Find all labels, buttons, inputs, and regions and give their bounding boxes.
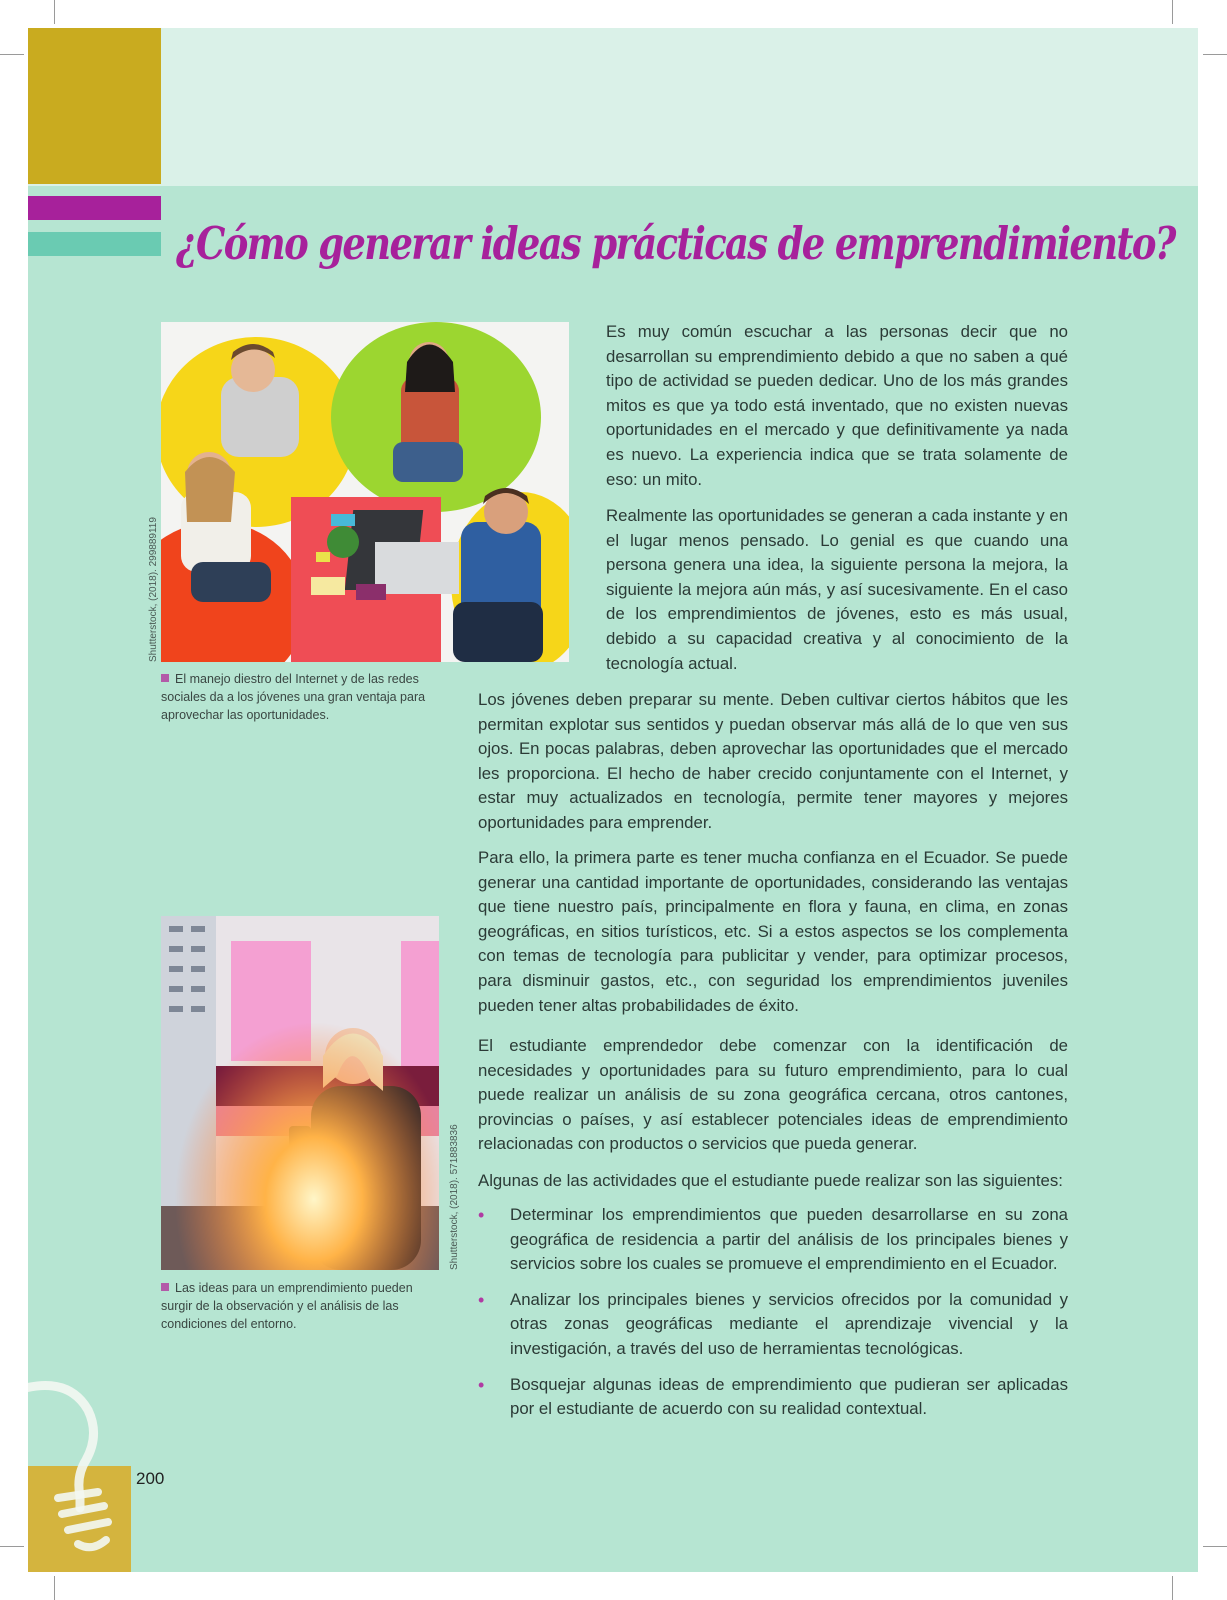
bullet-icon: • [478,1289,485,1310]
woman-city-photo [161,916,439,1270]
caption-square-icon [161,1283,169,1291]
bullet-icon: • [478,1205,485,1225]
body-paragraph: El estudiante emprendedor debe comenzar con la identificación de necesidades y oportunidades para su futuro emprendimiento, para lo cual puede realizar un análisis de su zona geográfica cercana, otros cantones, provincias o países, y así establecer potenciales ideas de emprendimiento relacionadas con productos o servicios que pueda generar. [478,1036,1068,1154]
body-paragraph: Los jóvenes deben preparar su mente. Deben cultivar ciertos hábitos que les permitan explotar sus sentidos y puedan observar más allá de lo que ven sus ojos. En pocas palabras, deben aprovechar las oportunidades que el mercado les proporciona. El hecho de haber crecido conjuntamente con el Internet, y estar muy actualizados en tecnología, permite tener mayores y mejores oportunidades para emprender. [478,690,1068,832]
page [28,28,1198,1572]
teal-accent-bar [28,232,161,256]
crop-mark [1203,1546,1227,1547]
caption-text: Las ideas para un emprendimiento pueden surgir de la observación y el análisis de las condiciones del entorno. [161,1281,413,1331]
body-paragraph: Para ello, la primera parte es tener mucha confianza en el Ecuador. Se puede generar una cantidad importante de oportunidades, considerando las ventajas que tiene nuestro país, principalmente en flora y fauna, en clima, en zonas geográficas, en sitios turísticos, etc. Si a estos aspectos se los complementa con temas de tecnología para publicitar y vender, para optimizar procesos, para disminuir gastos, etc., con seguridad los emprendimientos juveniles pueden tener altas probabilidades de éxito. [478,848,1068,1015]
crop-mark [1172,0,1173,24]
lightbulb-icon [28,1380,132,1572]
list-item [478,1203,1068,1277]
crop-mark [1172,1576,1173,1600]
body-paragraph: Realmente las oportunidades se generan a cada instante y en el lugar menos pensado. Lo genial es que cuando una persona genera una idea, la siguiente persona la mejora, la siguiente la mejora aún más, y así sucesivamente. En el caso de los emprendimientos de jóvenes, esto es más usual, debido a su capacidad creativa y al conocimiento de la tecnología actual. [606,506,1068,673]
list-item [478,1373,1068,1422]
crop-mark [54,1576,55,1600]
list-item-text: Determinar los emprendimientos que pueden desarrollarse en su zona geográfica de residencia a partir del análisis de los principales bienes y servicios sobre los cuales se promueve el emprendimiento en el Ecuador. [510,1205,1068,1274]
crop-mark [1203,54,1227,55]
crop-mark [54,0,55,24]
body-paragraph: Algunas de las actividades que el estudiante puede realizar son las siguientes: [478,1171,1063,1190]
list-item [478,1288,1068,1362]
crop-mark [0,54,24,55]
activity-list [478,1203,1068,1433]
caption-square-icon [161,674,169,682]
list-item-text: Analizar los principales bienes y servicios ofrecidos por la comunidad y otras zonas geográficas mediante el aprendizaje vivencial y la investigación, a través del uso de herramientas tecnológicas. [510,1289,1068,1358]
page-title: ¿Cómo generar ideas prácticas de emprendimiento? [176,217,1175,270]
photo-credit: Shutterstock, (2018). 299889119 [148,517,159,662]
photo-caption [161,1279,431,1333]
gold-accent-block [28,28,161,184]
caption-text: El manejo diestro del Internet y de las redes sociales da a los jóvenes una gran ventaja para aprovechar las oportunidades. [161,672,426,722]
crop-mark [0,1546,24,1547]
body-paragraph: Es muy común escuchar a las personas decir que no desarrollan su emprendimiento debido a que no saben a qué tipo de actividad se pueden dedicar. Uno de los más grandes mitos es que ya todo está inventado, que no existen nuevas oportunidades en el mercado y que definitivamente ya nada es nuevo. La experiencia indica que se trata solamente de eso: un mito. [606,322,1068,489]
header-band [28,28,1198,186]
photo-caption [161,670,451,724]
list-item-text: Bosquejar algunas ideas de emprendimiento que pudieran ser aplicadas por el estudiante de acuerdo con su realidad contextual. [510,1374,1068,1419]
bullet-icon: • [478,1374,485,1395]
magenta-accent-bar [28,196,161,220]
youth-brainstorm-photo [161,322,569,662]
photo-credit: Shutterstock, (2018). 571883836 [449,1124,460,1270]
page-number: 200 [136,1469,165,1488]
